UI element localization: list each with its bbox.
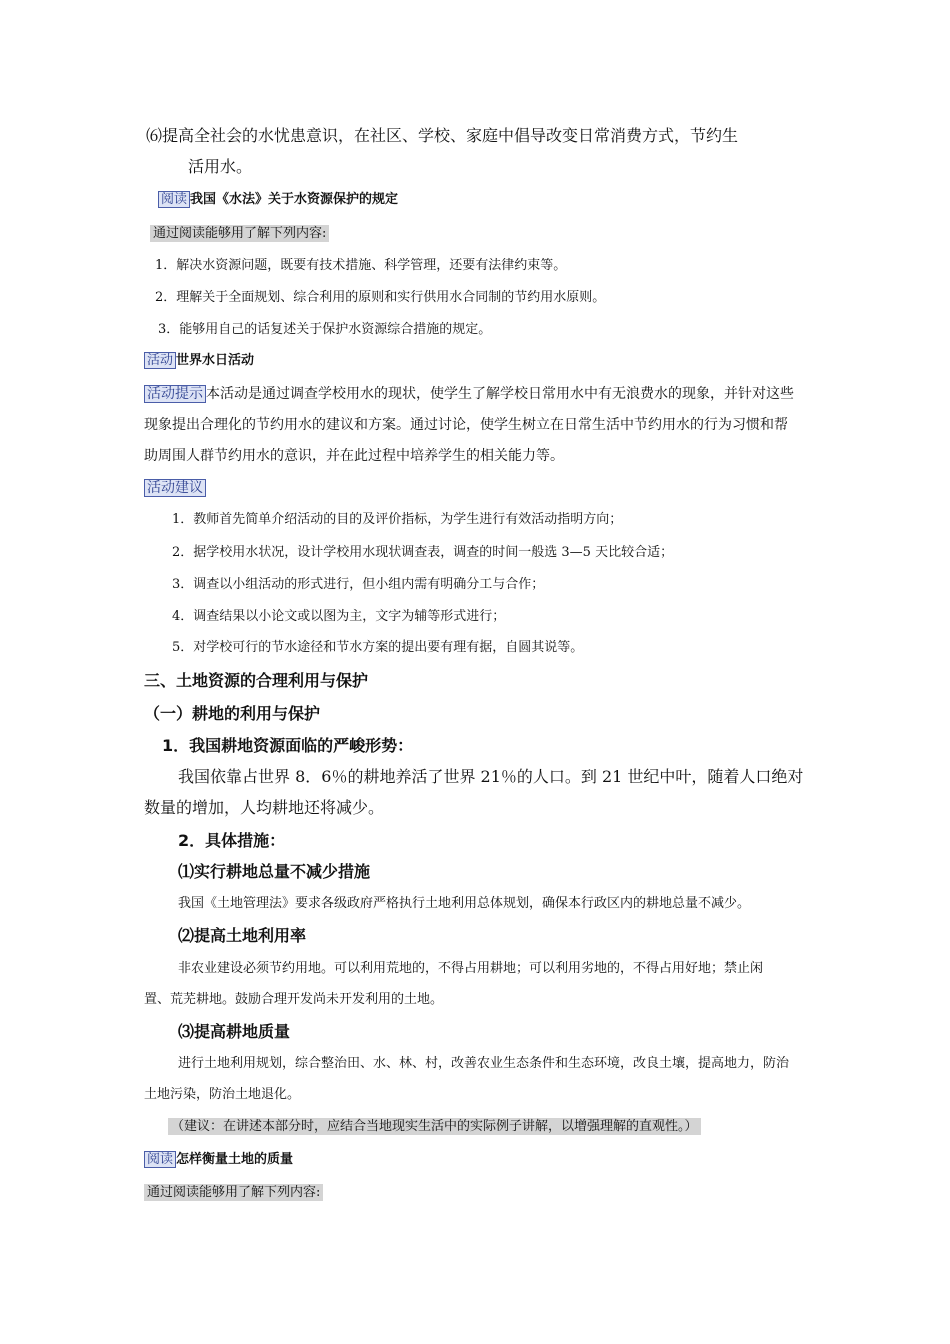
activity-hint-tag: 活动提示: [144, 385, 206, 403]
reading-intro-2: 通过阅读能够用了解下列内容:: [144, 1185, 323, 1201]
reading-item-3: 3．能够用自己的话复述关于保护水资源综合措施的规定。: [158, 322, 492, 337]
activity-tag: 活动: [144, 352, 176, 369]
reading-item-2: 2．理解关于全面规划、综合利用的原则和实行供用水合同制的节约用水原则。: [155, 290, 606, 305]
reading-title-2: 怎样衡量土地的质量: [176, 1152, 294, 1167]
activity-heading: [144, 353, 254, 369]
reading-heading-2: [144, 1152, 293, 1168]
measure-3-line2: 土地污染，防治土地退化。: [144, 1087, 301, 1102]
activity-hint-line1: 活动提示 本活动是通过调查学校用水的现状，使学生了解学校日常用水中有无浪费水的现象，并针对这些: [144, 386, 794, 403]
reading-title: 我国《水法》关于水资源保护的规定: [190, 192, 399, 207]
measure-2-line2: 置、荒芜耕地。鼓励合理开发尚未开发利用的土地。: [144, 992, 444, 1007]
item6-line2: 活用水。: [188, 157, 253, 176]
activity-suggest-heading: [144, 480, 206, 497]
measure-2-line1: 非农业建设必须节约用地。可以利用荒地的，不得占用耕地；可以利用劣地的，不得占用好地；禁止闲: [178, 961, 764, 976]
reading-tag-2: 阅读: [144, 1151, 176, 1168]
measure-2-title: ⑵提高土地利用率: [178, 926, 307, 945]
activity-title: 世界水日活动: [176, 353, 255, 368]
measure-1-text: 我国《土地管理法》要求各级政府严格执行土地利用总体规划，确保本行政区内的耕地总量不减少。: [178, 896, 751, 911]
suggestion-5: 5．对学校可行的节水途径和节水方案的提出要有理有据，自圆其说等。: [172, 640, 584, 655]
section-heading-land: 三、土地资源的合理利用与保护: [144, 671, 369, 690]
subsection-farmland: （一）耕地的利用与保护: [144, 704, 321, 723]
activity-suggest-tag: 活动建议: [144, 479, 206, 497]
teaching-advice: （建议：在讲述本部分时，应结合当地现实生活中的实际例子讲解，以增强理解的直观性。）: [168, 1119, 701, 1135]
reading-intro: 通过阅读能够用了解下列内容:: [150, 226, 329, 242]
point-2: 2．具体措施：: [178, 831, 286, 850]
para1-line1: 我国依靠占世界 8．6％的耕地养活了世界 21％的人口。到 21 世纪中叶，随着人口绝对: [178, 767, 804, 786]
measure-3-title: ⑶提高耕地质量: [178, 1022, 291, 1041]
para1-line2: 数量的增加，人均耕地还将减少。: [144, 798, 385, 817]
point-1: 1．我国耕地资源面临的严峻形势：: [162, 736, 414, 755]
item6-line1: ⑹提高全社会的水忧患意识，在社区、学校、家庭中倡导改变日常消费方式，节约生: [146, 126, 739, 145]
activity-hint-line2: 现象提出合理化的节约用水的建议和方案。通过讨论，使学生树立在日常生活中节约用水的行为习惯和帮: [144, 417, 788, 433]
suggestion-4: 4．调查结果以小论文或以图为主，文字为辅等形式进行；: [172, 609, 506, 624]
measure-3-line1: 进行土地利用规划，综合整治田、水、林、村，改善农业生态条件和生态环境，改良土壤，提高地力，防治: [178, 1056, 790, 1071]
reading-heading-1: [158, 192, 398, 208]
suggestion-3: 3．调查以小组活动的形式进行，但小组内需有明确分工与合作；: [172, 577, 545, 592]
measure-1-title: ⑴实行耕地总量不减少措施: [178, 862, 371, 881]
reading-item-1: 1．解决水资源问题，既要有技术措施、科学管理，还要有法律约束等。: [155, 258, 567, 273]
suggestion-2: 2．据学校用水状况，设计学校用水现状调查表，调查的时间一般选 3—5 天比较合适；: [172, 545, 674, 560]
activity-hint-line3: 助周围人群节约用水的意识，并在此过程中培养学生的相关能力等。: [144, 448, 564, 464]
reading-tag: 阅读: [158, 191, 190, 208]
suggestion-1: 1．教师首先简单介绍活动的目的及评价指标，为学生进行有效活动指明方向；: [172, 512, 623, 527]
